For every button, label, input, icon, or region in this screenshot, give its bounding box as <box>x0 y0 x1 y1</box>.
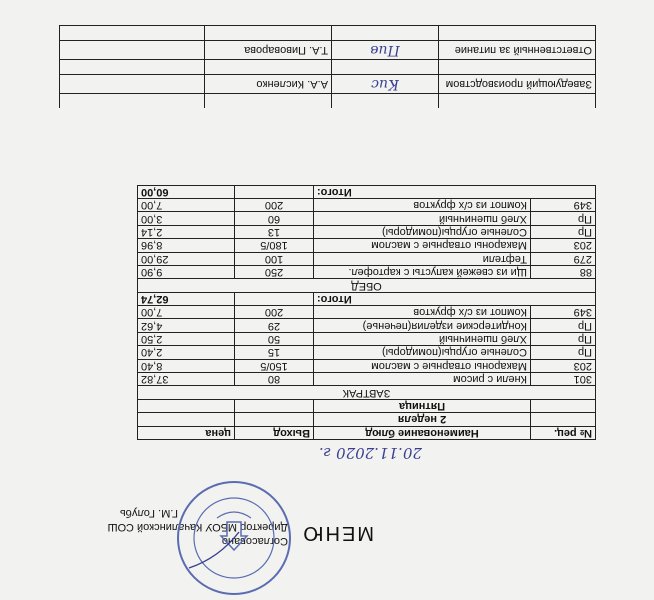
day-label: Пятница <box>314 399 531 412</box>
dish-name: Тефтели <box>314 252 531 265</box>
dish-name: Хлеб пшеничный <box>314 332 531 345</box>
production-head-label: Заведующий производством <box>439 75 596 94</box>
breakfast-row <box>138 346 596 359</box>
recipe-number: 349 <box>531 306 596 319</box>
dish-name: Хлеб пшеничный <box>314 212 531 225</box>
lunch-row <box>138 252 596 265</box>
recipe-number: Пр <box>531 346 596 359</box>
breakfast-row <box>138 373 596 386</box>
recipe-number: Пр <box>531 225 596 238</box>
approved-name: Г.М. Голубь <box>119 507 178 519</box>
dish-price: 2,40 <box>138 346 235 359</box>
breakfast-row <box>138 359 596 372</box>
dish-name: Макароны отварные с маслом <box>314 359 531 372</box>
lunch-row <box>138 225 596 238</box>
day-row <box>138 399 596 412</box>
production-head-row <box>60 75 596 94</box>
lunch-row <box>138 265 596 278</box>
breakfast-row <box>138 319 596 332</box>
breakfast-rows <box>138 306 596 386</box>
recipe-number: 203 <box>531 359 596 372</box>
dish-name: Соленые огурцы(помидоры) <box>314 225 531 238</box>
lunch-total-row <box>138 185 596 198</box>
dish-output: 50 <box>235 332 314 345</box>
dish-price: 8,96 <box>138 239 235 252</box>
dish-name: Компот из с/х фруктов <box>314 306 531 319</box>
dish-name: Щи из свежей капусты с картофел. <box>314 265 531 278</box>
round-stamp-icon <box>159 478 309 598</box>
dish-name: Кондитерские изделия(печенье) <box>314 319 531 332</box>
col-price-header: цена <box>138 426 235 439</box>
dish-price: 3,00 <box>138 212 235 225</box>
lunch-total: 60,00 <box>138 185 235 198</box>
production-head-signature: Кис <box>332 75 439 94</box>
approved-label: Согласовано <box>221 535 288 547</box>
recipe-number: 203 <box>531 239 596 252</box>
nutrition-name: Т.А. Пивоварова <box>205 41 332 60</box>
recipe-number: Пр <box>531 212 596 225</box>
breakfast-total: 62,74 <box>138 292 235 305</box>
dish-price: 4,62 <box>138 319 235 332</box>
dish-output: 100 <box>235 252 314 265</box>
dish-output: 29 <box>235 319 314 332</box>
breakfast-row <box>138 306 596 319</box>
dish-output: 80 <box>235 373 314 386</box>
dish-price: 2,14 <box>138 225 235 238</box>
dish-output: 200 <box>235 306 314 319</box>
approved-position: Директор МБОУ Качалинской СОШ <box>107 521 288 533</box>
dish-price: 8,40 <box>138 359 235 372</box>
lunch-title: ОБЕД <box>138 279 596 292</box>
dish-price: 37,82 <box>138 373 235 386</box>
menu-title: МЕНЮ <box>301 522 374 544</box>
breakfast-total-row <box>138 292 596 305</box>
dish-price: 7,00 <box>138 198 235 211</box>
dish-output: 250 <box>235 265 314 278</box>
nutrition-signature: Пив <box>332 41 439 60</box>
recipe-number: 301 <box>531 373 596 386</box>
dish-price: 2,50 <box>138 332 235 345</box>
col-name-header: Наименование блюд <box>314 426 531 439</box>
breakfast-title: ЗАВТРАК <box>138 386 596 399</box>
lunch-rows <box>138 198 596 278</box>
recipe-number: Пр <box>531 332 596 345</box>
signatures-table <box>59 25 596 108</box>
lunch-row <box>138 239 596 252</box>
dish-name: Соленые огурцы(помидоры) <box>314 346 531 359</box>
production-head-name: А.А. Кисленко <box>205 75 332 94</box>
dish-output: 13 <box>235 225 314 238</box>
breakfast-title-row <box>138 386 596 399</box>
breakfast-row <box>138 332 596 345</box>
nutrition-label: Ответственный за питание <box>439 41 596 60</box>
dish-price: 7,00 <box>138 306 235 319</box>
table-header-row <box>138 426 596 439</box>
col-recipe-header: № рец. <box>531 426 596 439</box>
week-row <box>138 413 596 426</box>
lunch-total-label: Итого: <box>314 185 596 198</box>
col-output-header: Выход <box>235 426 314 439</box>
lunch-title-row <box>138 279 596 292</box>
recipe-number: Пр <box>531 319 596 332</box>
menu-table <box>137 185 596 440</box>
dish-output: 15 <box>235 346 314 359</box>
dish-output: 60 <box>235 212 314 225</box>
handwritten-date: 20.11.2020 г. <box>318 444 422 462</box>
dish-name: Кнели с рисом <box>314 373 531 386</box>
nutrition-row <box>60 41 596 60</box>
dish-price: 29,00 <box>138 252 235 265</box>
dish-name: Компот из с/х фруктов <box>314 198 531 211</box>
dish-name: Макароны отварные с маслом <box>314 239 531 252</box>
week-label: 2 неделя <box>314 413 531 426</box>
breakfast-total-label: Итого: <box>314 292 596 305</box>
dish-output: 180/5 <box>235 239 314 252</box>
lunch-row <box>138 198 596 211</box>
recipe-number: 88 <box>531 265 596 278</box>
dish-output: 200 <box>235 198 314 211</box>
dish-output: 150/5 <box>235 359 314 372</box>
recipe-number: 349 <box>531 198 596 211</box>
recipe-number: 279 <box>531 252 596 265</box>
dish-price: 9,90 <box>138 265 235 278</box>
lunch-row <box>138 212 596 225</box>
